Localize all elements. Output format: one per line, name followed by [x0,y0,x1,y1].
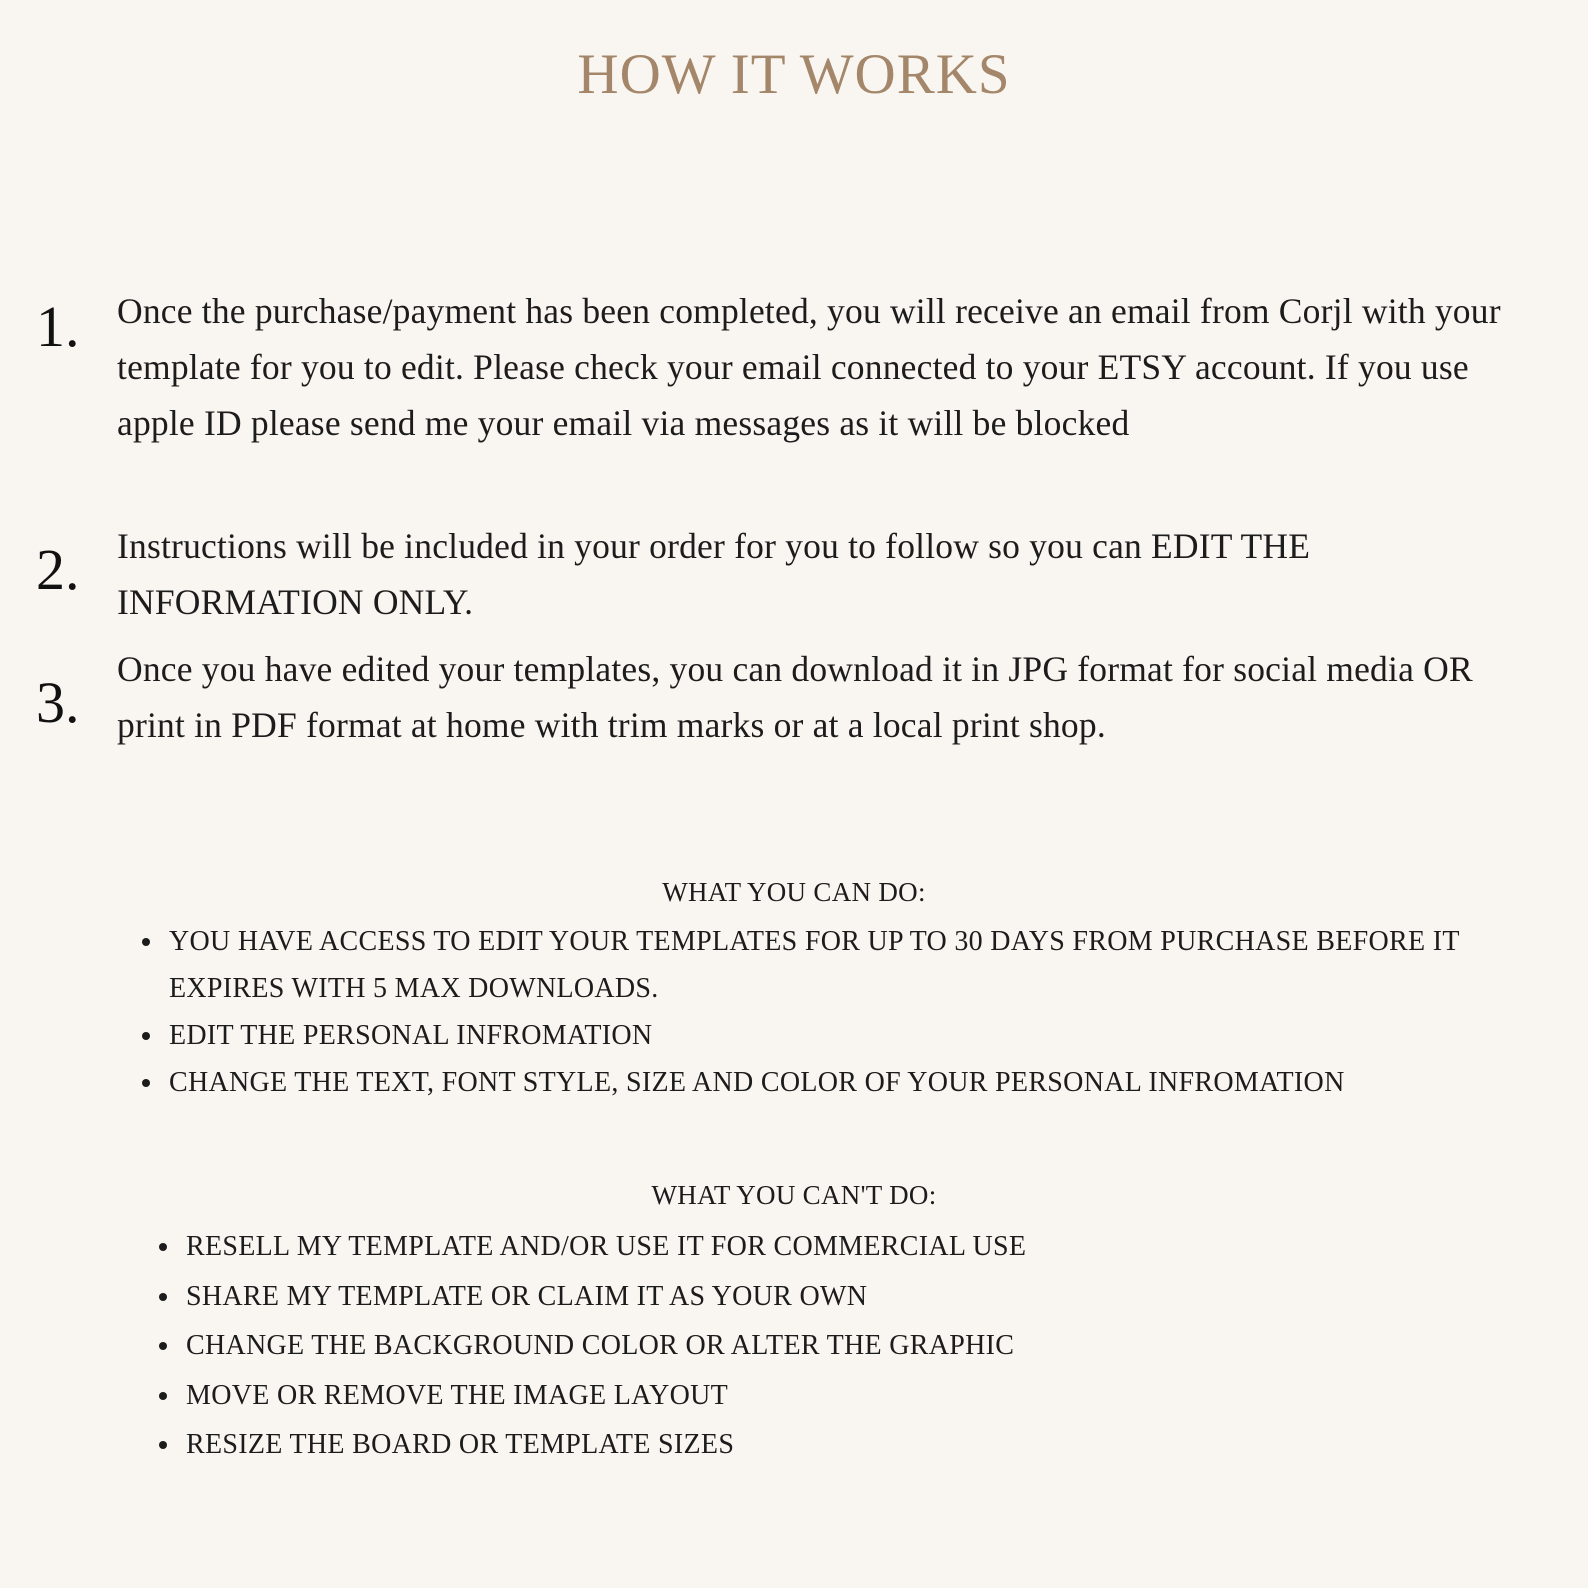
page-title: HOW IT WORKS [577,43,1011,106]
list-item [186,1371,1486,1421]
list-item-text: SHARE MY TEMPLATE OR CLAIM IT AS YOUR OWN [186,1280,868,1312]
step-number: 2. [36,537,80,602]
list-item [169,1012,1549,1059]
list-item [186,1222,1486,1272]
bullet-icon [159,1342,167,1350]
list-item-text: EDIT THE PERSONAL INFROMATION [169,1020,653,1051]
list-item-text: CHANGE THE BACKGROUND COLOR OR ALTER THE GRAPHIC [186,1330,1015,1361]
list-item-text: CHANGE THE TEXT, FONT STYLE, SIZE AND COLOR OF YOUR PERSONAL INFROMATION [169,1067,1345,1098]
bullet-icon [159,1441,167,1449]
bullet-icon [159,1392,167,1400]
can-do-heading: WHAT YOU CAN DO: [662,877,926,907]
step-text: Once you have edited your templates, you can download it in JPG format for social media OR print in PDF format at home with trim marks or at a local print shop. [117,649,1473,745]
list-item-text: MOVE OR REMOVE THE IMAGE LAYOUT [186,1379,729,1411]
list-item [169,1059,1549,1106]
list-item [186,1321,1486,1371]
list-item-text: YOU HAVE ACCESS TO EDIT YOUR TEMPLATES FOR UP TO 30 DAYS FROM PURCHASE BEFORE IT EXPIRES WITH 5 MAX DOWNLOADS. [169,926,1460,1004]
list-item-text: RESELL MY TEMPLATE AND/OR USE IT FOR COMMERCIAL USE [186,1231,1027,1262]
bullet-icon [159,1243,167,1251]
step-number: 3. [36,670,80,735]
step-number: 1. [36,294,80,359]
bullet-icon [142,1079,150,1087]
list-item [169,918,1549,1012]
list-item [186,1272,1486,1322]
cant-do-heading: WHAT YOU CAN'T DO: [651,1180,937,1210]
step-text: Once the purchase/payment has been completed, you will receive an email from Corjl with your template for you to edit. Please check your email connected to your ETSY account. If you use apple ID please send me your email via messages as it will be blocked [117,291,1501,443]
list-item [186,1420,1486,1470]
step-text: Instructions will be included in your order for you to follow so you can EDIT THE INFORMATION ONLY. [117,526,1311,622]
bullet-icon [142,938,150,946]
bullet-icon [159,1293,167,1301]
cant-do-list [186,1222,1486,1470]
bullet-icon [142,1032,150,1040]
can-do-list [169,918,1549,1106]
list-item-text: RESIZE THE BOARD OR TEMPLATE SIZES [186,1429,735,1460]
